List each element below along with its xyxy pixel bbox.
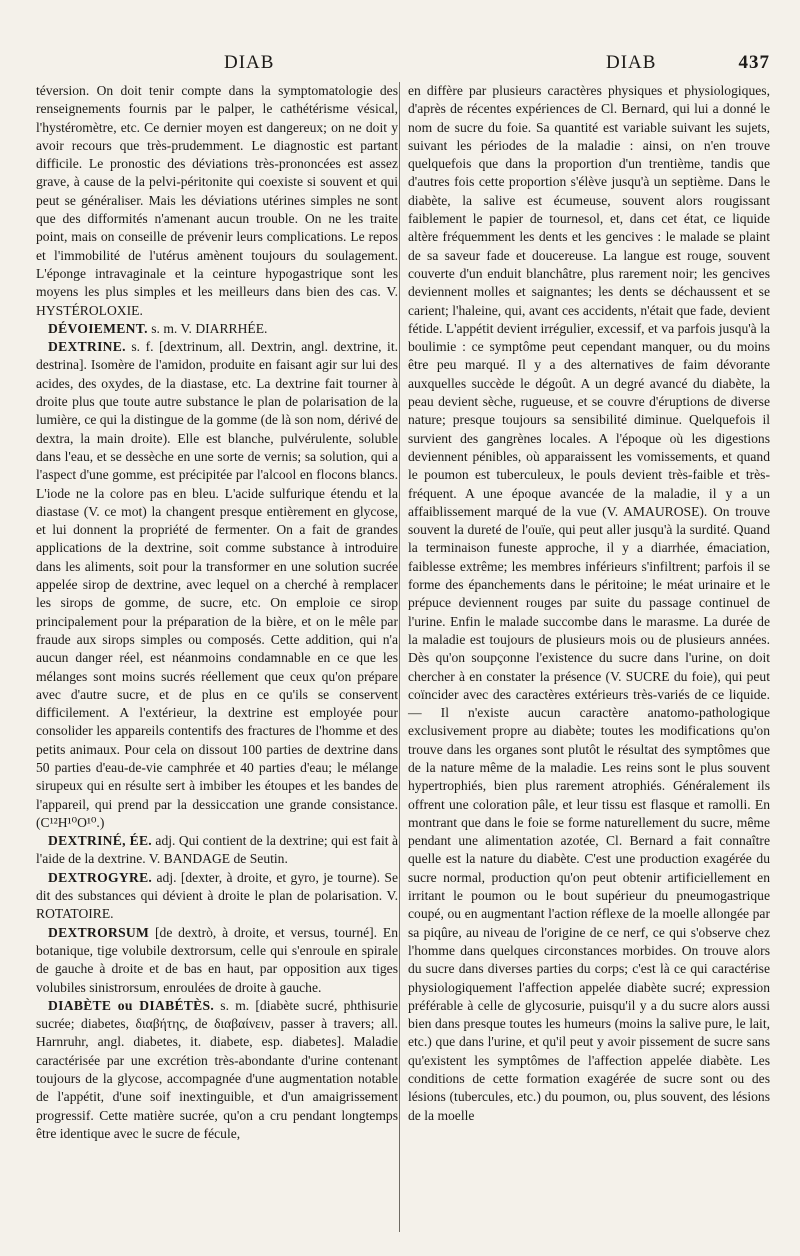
- headword: DEXTRINE.: [48, 339, 126, 355]
- entry-text: s. m. [diabète sucré, phthisurie sucrée; diabetes, διαβήτης, de διαβαίνειν, passer à travers; all. Harnruhr, angl. diabetes, it. diabete, esp. diabetes]. Maladie caractérisée par une excrétion très-abondante d'urine contenant toujours de la glycose, accompagnée d'une augmentation notable de l'appétit, d'une soif inextinguible, et d'un amaigrissement progressif. Cette matière sucrée, qu'on a cru pendant longtemps être identique avec le sucre de fécule,: [36, 997, 398, 1141]
- entry-dextrogyre: [36, 869, 398, 924]
- entry-text: s. f. [dextrinum, all. Dextrin, angl. dextrine, it. destrina]. Isomère de l'amidon, produite en faisant agir sur lui des acides, des oxydes, de la diastase, etc. La dextrine fait tourner à droite plus que toute autre substance le plan de polarisation de la lumière, ce qui la distingue de la gomme (de là son nom, dérivé de dextra, la main droite). Elle est blanche, pulvérulente, soluble dans l'eau, et se dessèche en une sorte de vernis; sa solution, qui a l'aspect d'une gomme, est précipitée par l'alcool en flocons blancs. L'iode ne la colore pas en bleu. L'acide sulfurique étendu et la diastase (V. ce mot) la changent presque entièrement en glycose, et lui donnent la propriété de fermenter. On a fait de grandes applications de la dextrine, soit comme substance à introduire dans les aliments, soit pour la transformer en une solution sucrée appelée sirop de dextrine, avec lequel on a cherché à remplacer les sirops de gomme, de sucre, etc. On emploie ce sirop principalement pour la préparation de la bière, et on le mêle par fraude aux sirops simples ou composés. Cette addition, qui n'a aucun danger réel, est néanmoins condamnable en ce que les mélanges sont moins sucrés réellement que ceux qu'on prépare avec d'autre sucre, et de plus en ce qu'ils se conservent difficilement. A l'extérieur, la dextrine est employée pour consolider les appareils contentifs des fractures de l'homme et des petits animaux. Pour cela on dissout 100 parties de dextrine dans 50 parties d'eau-de-vie camphrée et 40 parties d'eau; le mélange sirupeux qui en résulte sert à imbiber les étoupes et les bandes de l'appareil, qui prend par la dessiccation une grande consistance. (C¹²H¹⁰O¹⁰.): [36, 339, 399, 830]
- entry-dextrine-adj: [36, 832, 398, 869]
- headword: DEXTRINÉ, ÉE.: [48, 833, 153, 849]
- paragraph-text: téversion. On doit tenir compte dans la symptomatologie des renseignements fournis par le palper, le cathétérisme vésical, l'hystéromètre, etc. Ce dernier moyen est dangereux; on ne doit y avoir recours que très-prudemment. Le diagnostic est partant difficile. Le pronostic des déviations très-prononcées est assez grave, à cause de la pelvi-péritonite qui coexiste si souvent et qui peut se généraliser. Mais les déviations utérines simples ne sont que des difformités n'amenant aucun trouble. On ne les traite point, mais on conseille de prévenir leurs complications. Le repos et l'immobilité de l'utérus amènent toujours du soulagement. L'éponge intravaginale et la ceinture hypogastrique sont les moyens les plus simples et les meilleurs dans bien des cas. V. HYSTÉROLOXIE.: [36, 83, 398, 318]
- left-column: [36, 82, 398, 1143]
- running-header: [36, 46, 770, 76]
- entry-diabete: [36, 997, 398, 1143]
- entry-dextrorsum: [36, 924, 398, 997]
- paragraph-text: en diffère par plusieurs caractères physiques et physiologiques, d'après de récentes expériences de Cl. Bernard, qui lui a donné le nom de sucre du foie. Sa quantité est variable suivant les sujets, suivant les périodes de la maladie : ainsi, on n'en trouve quelquefois que dans la proportion d'un trentième, tandis que d'autres fois cette proportion s'élève jusqu'à un septième. Dans le diabète, la salive est écumeuse, souvent alors rougissant faiblement le papier de tournesol, et, dans cet état, ce liquide altère fréquemment les dents et les gencives : le malade se plaint de sa saveur fade et doucereuse. La langue est rouge, souvent couverte d'un enduit blanchâtre, plus rarement noir; les gencives deviennent molles et saignantes; les dents se déchaussent et se carient; l'haleine, qui, avant ces accidents, n'était que fade, devient fétide. L'appétit devient irrégulier, excessif, et va parfois jusqu'à la boulimie : ce symptôme peut cependant manquer, ou du moins être peu marqué. Il y a des alternatives de faim dévorante auxquelles succède le dégoût. A un degré avancé du diabète, la peau devient sèche, rugueuse, et se couvre d'éruptions de diverse nature; presque toujours sa sensibilité diminue. Quelquefois il survient des gangrènes locales. A l'époque où les digestions deviennent pénibles, où apparaissent les vomissements, et quand le poumon est tuberculeux, le pouls devient très-faible et très-fréquent. A une époque avancée de la maladie, il y a un affaiblissement marqué de la vue (V. AMAUROSE). On trouve souvent la dureté de l'ouïe, qui peut aller jusqu'à la surdité. Quand la terminaison funeste approche, il y a diarrhée, émaciation, faiblesse extrême; les membres inférieurs s'infiltrent; parfois il se forme des épanchements dans le péritoine; le méat urinaire et le prépuce deviennent rouges par suite du passage continuel de l'urine. Enfin le malade succombe dans le marasme. La durée de la maladie est toujours de plusieurs mois ou de plusieurs années. Dès qu'on soupçonne l'existence du sucre dans l'urine, on doit chercher à en constater la présence (V. SUCRE du foie), qui peut coïncider avec des caractères extérieurs très-variés de ce liquide.— Il n'existe aucun caractère anatomo-pathologique exclusivement propre au diabète; toutes les modifications qu'on trouve dans les organes sont plutôt le résultat des symptômes que de la nature même de la maladie. Les reins sont le plus souvent hypertrophiés, bien plus rarement atrophiés. Généralement ils offrent une coloration pâle, et leur tissu est flasque et ramolli. En montrant que dans le foie se forme naturellement du sucre, même pendant une alimentation azotée, Cl. Bernard a fait connaître quelle est la nature du diabète. C'est une production exagérée du sucre normal, production qu'on peut obtenir artificiellement en irritant le poumon ou le bout supérieur du pneumogastrique coupé, ou en augmentant l'action réflexe de la moelle allongée par sa piqûre, au niveau de l'origine de ce nerf, ce qui s'observe chez l'homme dans quelques circonstances morbides. On trouve alors du sucre dans diverses parties du corps; c'est là ce qui caractérise physiologiquement l'affection appelée diabète sucré; expression préférable à celle de glycosurie, puisqu'il y a du sucre alors aussi bien dans presque toutes les humeurs (moins la salive pure, le lait, etc.) que dans l'urine, et qu'il peut y avoir pissement de sucre sans qu'existent les symptômes de l'affection appelée diabète. Les conditions de cette formation exagérée de sucre sont ou des lésions (tubercules, etc.) du poumon, ou, plus souvent, des lésions de la moelle: [408, 83, 770, 1123]
- right-column: [408, 82, 770, 1143]
- page-number: 437: [738, 52, 770, 73]
- headword: DEXTRORSUM: [48, 924, 150, 940]
- right-running-head: DIAB: [606, 52, 657, 73]
- headword: DIABÈTE ou DIABÉTÈS.: [48, 997, 215, 1013]
- entry-devoiement: [36, 320, 398, 338]
- text-columns: [36, 82, 770, 1143]
- left-running-head: DIAB: [224, 52, 275, 73]
- headword: DÉVOIEMENT.: [48, 320, 148, 336]
- entry-text: adj. [dexter, à droite, et gyro, je tourne). Se dit des substances qui dévient à droite le plan de polarisation. V. ROTATOIRE.: [36, 869, 398, 922]
- headword: DEXTROGYRE.: [48, 869, 153, 885]
- entry-dextrine: [36, 338, 398, 832]
- entry-text: s. m. V. DIARRHÉE.: [147, 320, 268, 336]
- entry-text: [de dextrò, à droite, et versus, tourné]. En botanique, tige volubile dextrorsum, celle qui s'enroule en spirale de gauche à droite et de bas en haut, par opposition aux tiges volubiles sinistrorsum, enroulées de droite à gauche.: [36, 924, 398, 995]
- paragraph-diabete-cont: [408, 82, 770, 1125]
- entry-text: adj. Qui contient de la dextrine; qui est fait à l'aide de la dextrine. V. BANDAGE de Seutin.: [36, 833, 398, 867]
- paragraph-deviation-cont: [36, 82, 398, 320]
